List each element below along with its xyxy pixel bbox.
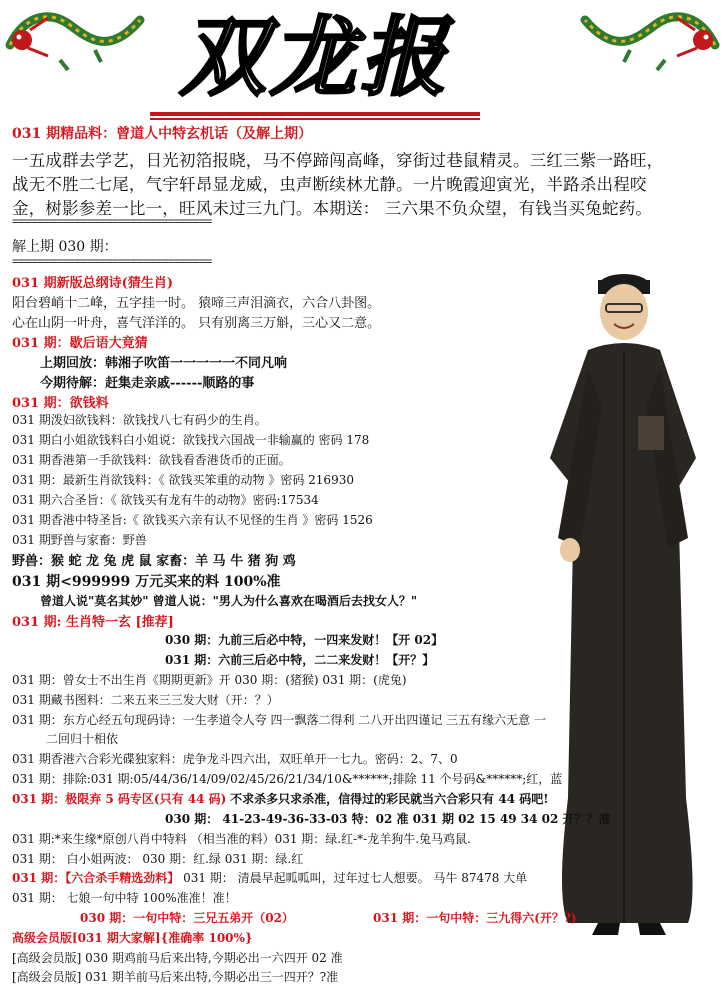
section-heading: 031 期：歇后语大竟猜	[12, 336, 148, 351]
article-heading: 031 期精品料：曾道人中特玄机话（及解上期）	[12, 126, 313, 142]
section-heading: 031 期: 生肖特一玄 [推荐]	[12, 615, 174, 630]
title-underline	[150, 118, 480, 120]
result-line: 030 期：九前三后必中特，一四来发财！【开 02】	[165, 633, 444, 647]
poem-line: 心在山阴一叶舟，喜气洋洋的。 只有别离三万斛，三心又二意。	[12, 316, 381, 331]
text-line: 031 期香港六合彩光碟独家料：虎争龙斗四六出，双旺单开一七九。密码：2、7、0	[12, 752, 458, 766]
masthead	[0, 0, 725, 120]
separator: ================================	[12, 254, 212, 268]
poem-line: 阳台碧峭十二峰，五字挂一时。 猿啼三声泪滴衣，六合八卦图。	[12, 296, 381, 311]
poem-line: 一五成群去学艺，日光初箔报晓，马不停蹄闯高峰，穿街过巷鼠精灵。三红三紫一路旺，	[12, 151, 664, 170]
section-heading: 031 期：【六合杀手精选劲料】	[12, 871, 180, 885]
one-line-tip: 030 期：一句中特：三兄五弟开（02）	[80, 911, 294, 925]
section-heading: 031 期新版总纲诗(猜生肖)	[12, 276, 173, 291]
text-line: 031 期香港第一手欲钱料：欲钱看香港货币的正面。	[12, 453, 291, 467]
title-underline	[150, 112, 480, 116]
text-line	[12, 790, 549, 807]
text-line: 031 期：最新生肖欲钱料：《 欲钱买笨重的动物 》密码 216930	[12, 473, 354, 487]
riddle-line: 今期待解：赶集走亲戚------顺路的事	[40, 376, 255, 391]
separator: ================================	[12, 214, 212, 228]
text-line: 031 期： 七娘一句中特 100%准准！准！	[12, 891, 237, 905]
text-line: 031 期白小姐欲钱料白小姐说：欲钱找六国战一非输赢的 密码 178	[12, 433, 370, 447]
dragon-icon	[575, 0, 725, 80]
answer-label: 解上期 030 期：	[12, 239, 118, 255]
text-line	[12, 869, 527, 886]
section-heading: 031 期：欲钱料	[12, 396, 109, 411]
text-line: 031 期泼妇欲钱料：欲钱找八七有码少的生肖。	[12, 413, 267, 427]
text-line: [高级会员版] 030 期鸡前马后来出特,今期必出一六四开 02 准	[12, 951, 343, 965]
text-line: 031 期：东方心经五句现码诗：一生孝道令人夸 四一飘落二得利 二八开出四谨记 三五有缘六无意 一	[12, 713, 546, 727]
poem-line: 金，树影参差一比一，旺风未过三九门。本期送： 三六果不负众望，有钱当买兔蛇药。	[12, 199, 653, 218]
text-line: 031 期： 清晨早起呱呱叫，过年过七人想要。 马牛 87478 大单	[183, 871, 528, 885]
section-heading: 031 期：极限弃 5 码专区(只有 44 码)	[12, 792, 227, 806]
text-line: 不求杀多只求杀准，信得过的彩民就当六合彩只有 44 码吧!	[230, 792, 549, 806]
text-line: [高级会员版] 031 期羊前马后来出特,今期必出三一四开？?准	[12, 970, 339, 984]
text-line: 二回归十相依	[46, 732, 119, 746]
text-line: 031 期： 白小姐两波： 030 期：红.绿 031 期：绿.红	[12, 852, 304, 866]
poem-line: 战无不胜二七尾，气宇轩昂显龙威，虫声断续林尤静。一片晚霞迎寅光，半路杀出程咬	[12, 175, 647, 194]
page-title: 双龙报	[180, 7, 450, 108]
section-heading: 高级会员版[031 期大家解]{准确率 100%}	[12, 931, 253, 945]
man-in-robe-illustration	[528, 258, 718, 938]
text-line: 031 期藏书图料：二来五来三三发大财（开：？）	[12, 693, 279, 707]
text-line: 031 期<999999 万元买来的料 100%准	[12, 574, 281, 590]
text-line: 031 期:*来生缘*原创八肖中特料 （相当准的料）031 期：绿.红-*-龙羊狗牛.兔马鸡鼠.	[12, 832, 471, 846]
text-line: 031 期香港中特圣旨:《 欲钱买六亲有认不见怪的生肖 》密码 1526	[12, 513, 373, 527]
dragon-icon	[0, 0, 150, 80]
zodiac-groups: 野兽：猴 蛇 龙 兔 虎 鼠 家畜：羊 马 牛 猪 狗 鸡	[12, 554, 296, 569]
one-line-tip: 031 期：一句中特：三九得六(开？?)	[373, 911, 577, 925]
text-line: 031 期野兽与家畜：野兽	[12, 533, 147, 547]
text-line: 031 期六合圣旨：《 欲钱买有龙有牛的动物》密码:17534	[12, 493, 319, 507]
result-line: 030 期： 41-23-49-36-33-03 特：02 准 031 期 02 15 49 34 02 开？？准	[165, 812, 611, 826]
text-line: 031 期：排除:031 期:05/44/36/14/09/02/45/26/21/34/10&******;排除 11 个号码&******;红，蓝	[12, 772, 563, 786]
quote-line: 曾道人说"莫名其妙" 曾道人说："男人为什么喜欢在喝酒后去找女人？"	[40, 594, 418, 608]
text-line: 031 期：曾女士不出生肖《期期更新》开 030 期：(猪猴) 031 期：(虎兔)	[12, 673, 407, 687]
riddle-line: 上期回放：韩湘子吹笛一一一一一不同凡响	[40, 356, 288, 371]
result-line: 031 期：六前三后必中特，二二来发财！【开？】	[165, 653, 435, 667]
